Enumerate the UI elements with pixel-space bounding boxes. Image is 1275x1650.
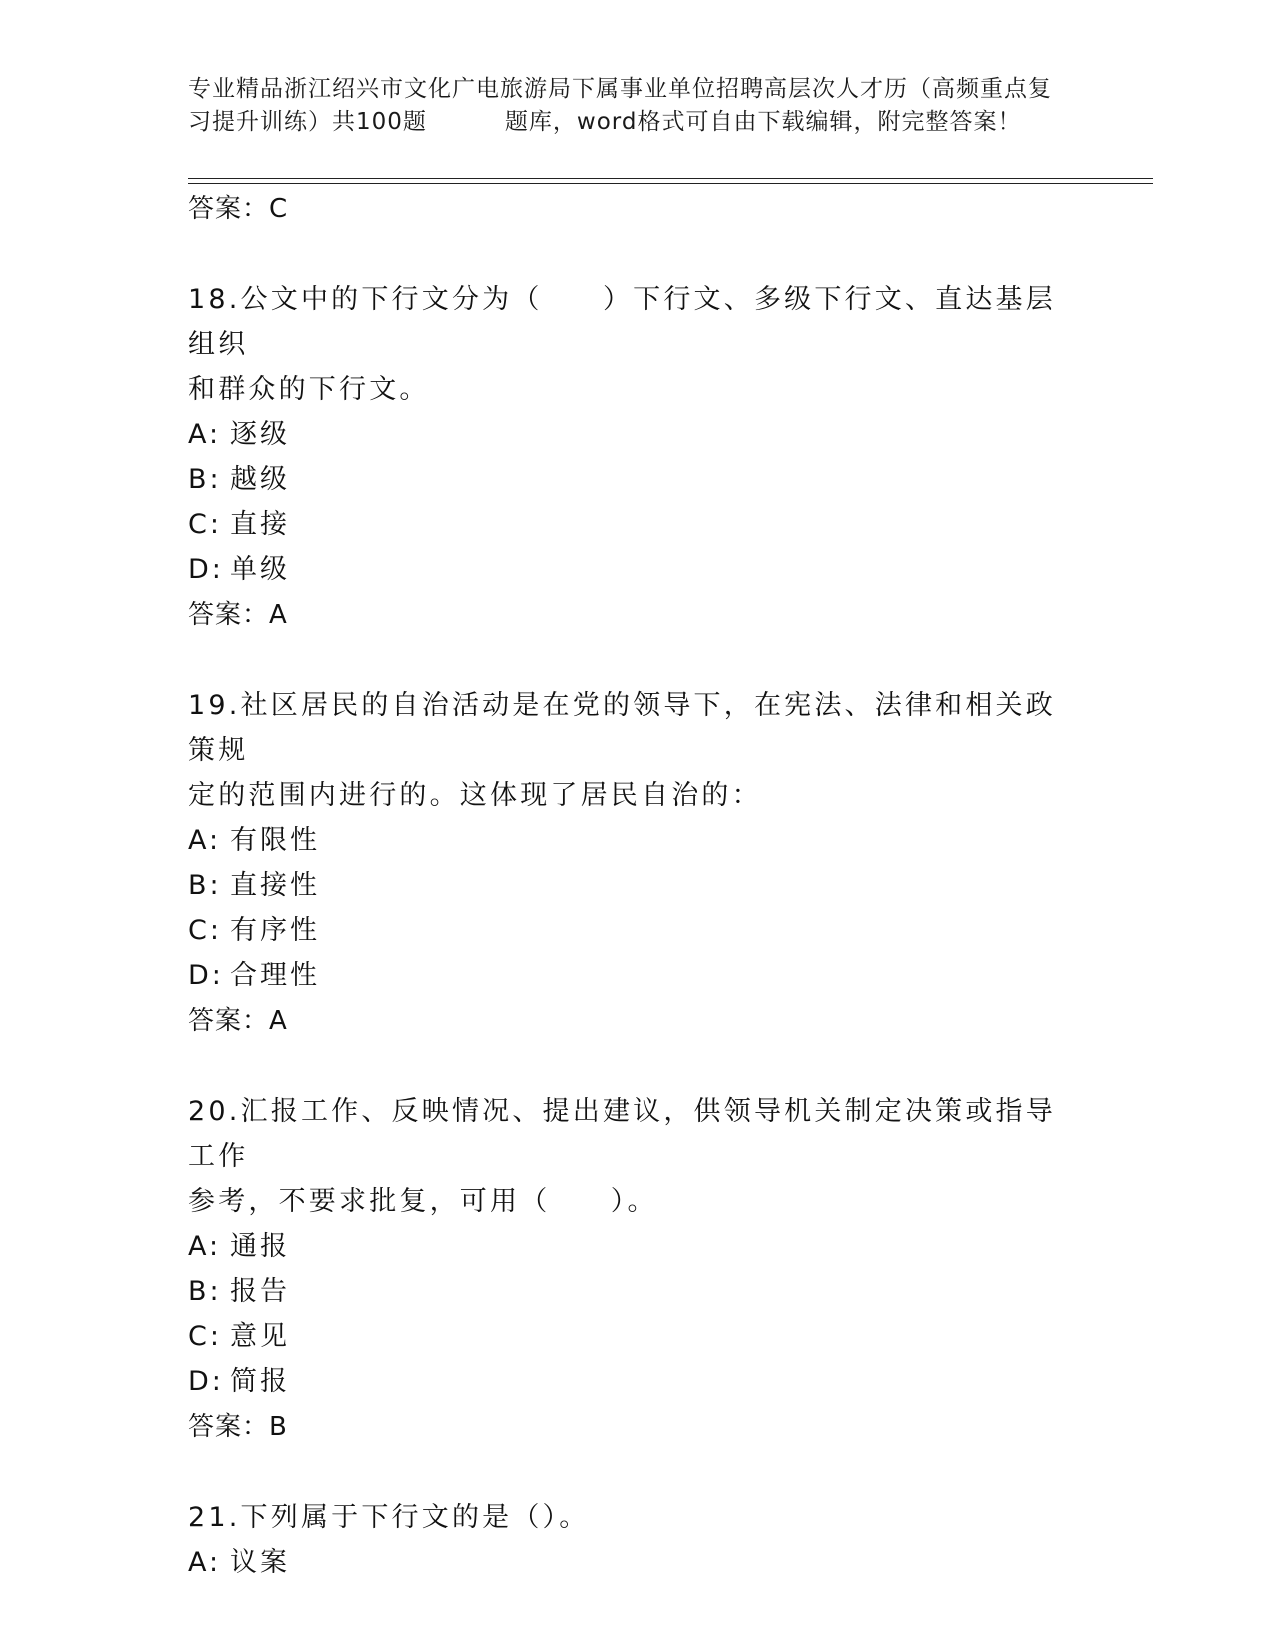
option-a <box>188 1540 1088 1585</box>
option-text: 合理性 <box>230 960 320 991</box>
option-key: B: <box>188 1276 222 1307</box>
option-text: 直接性 <box>230 870 320 901</box>
option-a <box>188 412 1088 457</box>
option-key: C: <box>188 1321 222 1352</box>
question-21 <box>188 1495 1088 1585</box>
option-key: C: <box>188 509 222 540</box>
header-line-2 <box>188 106 1088 139</box>
answer-line: 答案：C <box>188 194 289 224</box>
option-key: A: <box>188 1231 222 1262</box>
option-text: 议案 <box>230 1547 290 1578</box>
question-18 <box>188 277 1088 638</box>
option-text: 通报 <box>230 1231 290 1262</box>
option-key: D: <box>188 1366 224 1397</box>
header-line-1: 专业精品浙江绍兴市文化广电旅游局下属事业单位招聘高层次人才历（高频重点复 <box>188 76 1052 102</box>
answer-line: 答案：B <box>188 1412 288 1442</box>
question-text-line: 20.汇报工作、反映情况、提出建议，供领导机关制定决策或指导工作 <box>188 1096 1056 1172</box>
question-text-line: 和群众的下行文。 <box>188 374 430 405</box>
option-d <box>188 547 1088 592</box>
option-c <box>188 908 1088 953</box>
option-text: 单级 <box>230 554 290 585</box>
option-text: 意见 <box>230 1321 290 1352</box>
question-text <box>188 683 1078 818</box>
header-line-2-right: 题库，word格式可自由下载编辑，附完整答案！ <box>504 109 1022 135</box>
answer-line: 答案：A <box>188 1006 288 1036</box>
header-divider-bottom <box>188 183 1153 184</box>
option-text: 简报 <box>230 1366 290 1397</box>
option-text: 逐级 <box>230 419 290 450</box>
option-key: B: <box>188 870 222 901</box>
question-text-line: 19.社区居民的自治活动是在党的领导下，在宪法、法律和相关政策规 <box>188 690 1056 766</box>
option-text: 有序性 <box>230 915 320 946</box>
option-a <box>188 818 1088 863</box>
question-text-line: 21.下列属于下行文的是（）。 <box>188 1502 590 1533</box>
question-20 <box>188 1089 1088 1450</box>
header-divider-top <box>188 178 1153 179</box>
question-19 <box>188 683 1088 1044</box>
option-key: A: <box>188 419 222 450</box>
question-text-line: 18.公文中的下行文分为（ ）下行文、多级下行文、直达基层组织 <box>188 284 1056 360</box>
option-key: C: <box>188 915 222 946</box>
answer-line: 答案：A <box>188 600 288 630</box>
question-list <box>188 186 1088 1585</box>
option-d <box>188 1359 1088 1404</box>
option-text: 有限性 <box>230 825 320 856</box>
option-text: 越级 <box>230 464 290 495</box>
option-b <box>188 457 1088 502</box>
option-key: A: <box>188 1547 222 1578</box>
option-key: B: <box>188 464 222 495</box>
question-text <box>188 1089 1078 1224</box>
option-c <box>188 1314 1088 1359</box>
option-b <box>188 863 1088 908</box>
header-line-2-left: 习提升训练）共100题 <box>188 109 427 135</box>
page-header <box>188 73 1088 139</box>
option-text: 直接 <box>230 509 290 540</box>
option-key: D: <box>188 960 224 991</box>
question-text <box>188 277 1078 412</box>
option-c <box>188 502 1088 547</box>
option-key: A: <box>188 825 222 856</box>
option-text: 报告 <box>230 1276 290 1307</box>
option-key: D: <box>188 554 224 585</box>
question-text <box>188 1495 1078 1540</box>
option-b <box>188 1269 1088 1314</box>
question-text-line: 参考，不要求批复，可用（ ）。 <box>188 1186 658 1217</box>
option-d <box>188 953 1088 998</box>
option-a <box>188 1224 1088 1269</box>
question-text-line: 定的范围内进行的。这体现了居民自治的： <box>188 780 762 811</box>
